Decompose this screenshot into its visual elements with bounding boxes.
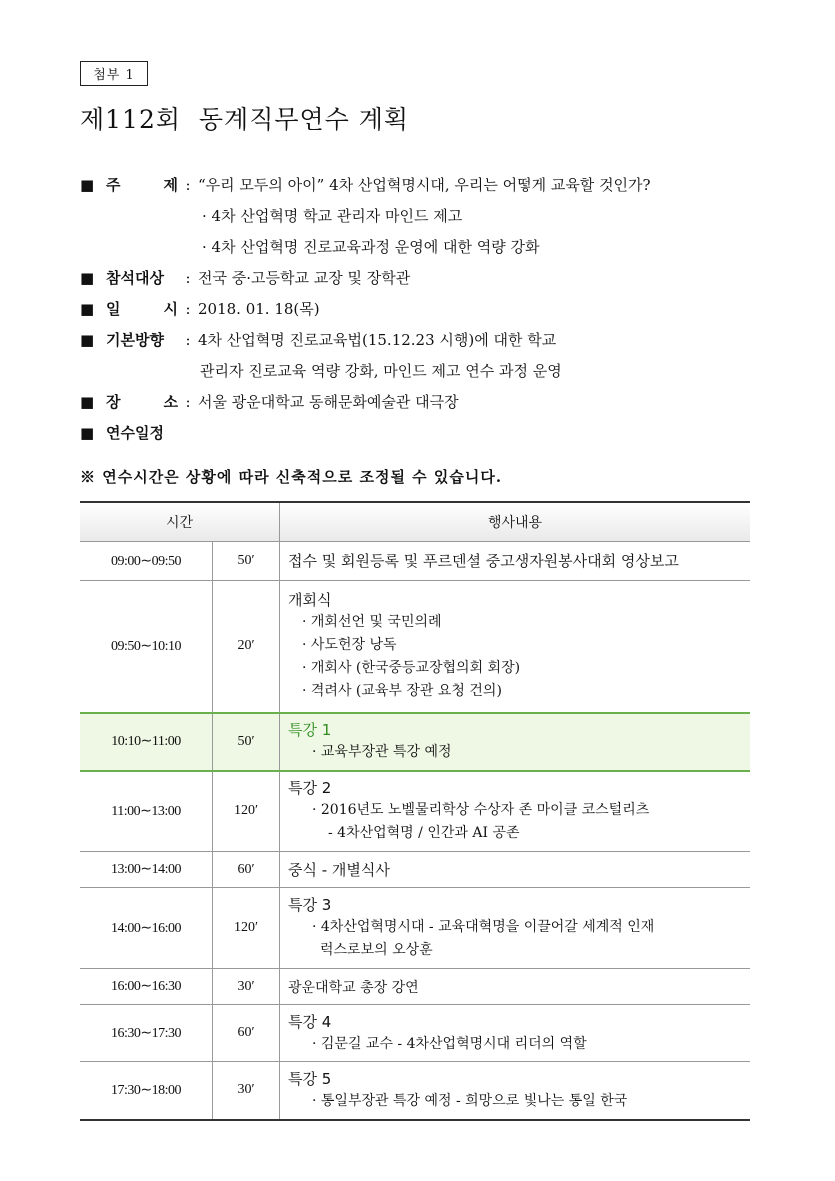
schedule-table [80, 501, 750, 1121]
square-bullet-icon: ■ [80, 393, 95, 411]
event-item: · 개회선언 및 국민의례 [302, 614, 442, 631]
page-title: 제112회 동계직무연수 계획 [80, 105, 410, 134]
schedule-note: ※ 연수시간은 상황에 따라 신축적으로 조정될 수 있습니다. [80, 468, 503, 486]
event-title: 특강 4 [288, 1012, 332, 1031]
theme-sub-text: · 4차 산업혁명 학교 관리자 마인드 제고 [202, 207, 463, 225]
table-row [80, 542, 750, 581]
duration-cell: 50′ [213, 713, 280, 771]
event-item: - 4차산업혁명 / 인간과 AI 공존 [328, 825, 520, 842]
header-content: 행사내용 [280, 502, 751, 542]
table-header-row [80, 502, 750, 542]
place-label: 장 소 [106, 393, 178, 411]
event-item: · 4차산업혁명시대 - 교육대혁명을 이끌어갈 세계적 인재 [312, 919, 655, 935]
content-cell [280, 713, 751, 771]
event-title: 특강 5 [288, 1069, 332, 1088]
info-row-schedule [80, 418, 770, 449]
content-cell [280, 771, 751, 852]
event-item: · 2016년도 노벨물리학상 수상자 존 마이클 코스털리츠 [312, 802, 650, 819]
duration-cell: 60′ [213, 1005, 280, 1062]
content-cell [280, 1005, 751, 1062]
event-title: 접수 및 회원등록 및 푸르덴셜 중고생자원봉사대회 영상보고 [288, 552, 679, 570]
theme-value: “우리 모두의 아이” 4차 산업혁명시대, 우리는 어떻게 교육할 것인가? [198, 176, 651, 194]
time-cell: 09:00∼09:50 [80, 542, 213, 581]
table-row [80, 852, 750, 888]
event-item: · 김문길 교수 - 4차산업혁명시대 리더의 역할 [312, 1035, 587, 1052]
time-cell: 09:50∼10:10 [80, 581, 213, 713]
direction-value-2: 관리자 진로교육 역량 강화, 마인드 제고 연수 과정 운영 [200, 362, 562, 380]
duration-cell: 120′ [213, 771, 280, 852]
duration-cell: 50′ [213, 542, 280, 581]
square-bullet-icon: ■ [80, 269, 95, 287]
time-cell: 13:00∼14:00 [80, 852, 213, 888]
table-row [80, 581, 750, 713]
table-row-highlighted [80, 713, 750, 771]
duration-cell: 30′ [213, 969, 280, 1005]
event-title: 특강 2 [288, 779, 332, 798]
colon: : [185, 269, 191, 287]
content-cell [280, 888, 751, 969]
content-cell [280, 542, 751, 581]
duration-cell: 20′ [213, 581, 280, 713]
event-title: 광운대학교 총장 강연 [288, 979, 419, 996]
header-time: 시간 [80, 502, 280, 542]
event-item: 럭스로보의 오상훈 [320, 942, 433, 958]
time-cell: 10:10∼11:00 [80, 713, 213, 771]
info-row-theme [80, 170, 770, 201]
event-title: 개회식 [288, 591, 332, 610]
direction-label: 기본방향 [106, 331, 164, 349]
time-cell: 11:00∼13:00 [80, 771, 213, 852]
theme-sub-item [80, 232, 770, 263]
time-cell: 16:30∼17:30 [80, 1005, 213, 1062]
event-item: · 사도헌장 낭독 [302, 637, 397, 654]
theme-sub-text: · 4차 산업혁명 진로교육과정 운영에 대한 역량 강화 [202, 238, 540, 256]
content-cell [280, 1062, 751, 1120]
square-bullet-icon: ■ [80, 176, 95, 194]
content-cell [280, 969, 751, 1005]
table-row [80, 888, 750, 969]
info-row-direction [80, 325, 770, 356]
event-title: 특강 3 [288, 896, 332, 914]
duration-cell: 60′ [213, 852, 280, 888]
square-bullet-icon: ■ [80, 424, 95, 442]
info-row-place [80, 387, 770, 418]
duration-cell: 30′ [213, 1062, 280, 1120]
theme-label: 주 제 [106, 176, 178, 194]
info-row-date [80, 294, 770, 325]
square-bullet-icon: ■ [80, 331, 95, 349]
event-item: · 통일부장관 특강 예정 - 희망으로 빛나는 통일 한국 [312, 1092, 628, 1109]
target-value: 전국 중·고등학교 교장 및 장학관 [198, 269, 411, 287]
info-row-target [80, 263, 770, 294]
date-label: 일 시 [106, 300, 178, 318]
content-cell [280, 852, 751, 888]
target-label: 참석대상 [106, 269, 164, 287]
date-value: 2018. 01. 18(목) [198, 300, 320, 318]
direction-value: 4차 산업혁명 진로교육법(15.12.23 시행)에 대한 학교 [198, 331, 557, 349]
event-item: · 개회사 (한국중등교장협의회 회장) [302, 660, 521, 677]
colon: : [185, 300, 191, 318]
event-item: · 격려사 (교육부 장관 요청 건의) [302, 683, 502, 700]
time-cell: 17:30∼18:00 [80, 1062, 213, 1120]
table-row [80, 1005, 750, 1062]
duration-cell: 120′ [213, 888, 280, 969]
table-row [80, 771, 750, 852]
direction-continued [80, 356, 770, 387]
theme-sub-item [80, 201, 770, 232]
event-title: 중식 - 개별식사 [288, 860, 390, 879]
colon: : [185, 331, 191, 349]
schedule-label: 연수일정 [106, 424, 164, 442]
square-bullet-icon: ■ [80, 300, 95, 318]
info-section [80, 170, 770, 449]
event-item: · 교육부장관 특강 예정 [312, 744, 452, 760]
attachment-badge: 첨부 1 [80, 61, 148, 86]
event-title: 특강 1 [288, 721, 332, 739]
table-row [80, 1062, 750, 1120]
colon: : [185, 393, 191, 411]
colon: : [185, 176, 191, 194]
content-cell [280, 581, 751, 713]
time-cell: 14:00∼16:00 [80, 888, 213, 969]
table-row [80, 969, 750, 1005]
place-value: 서울 광운대학교 동해문화예술관 대극장 [198, 393, 459, 411]
time-cell: 16:00∼16:30 [80, 969, 213, 1005]
